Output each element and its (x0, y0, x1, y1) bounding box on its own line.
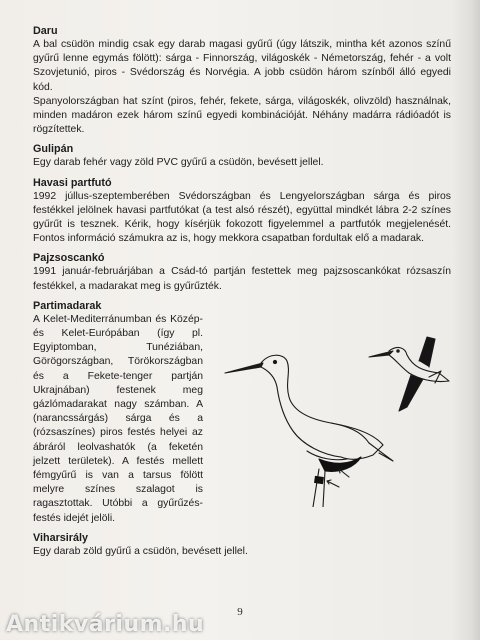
section-gulipan (33, 142, 451, 170)
section-partimadarak (33, 299, 451, 526)
shorebird-illustration (223, 327, 453, 507)
section-paragraph: Spanyolországban hat színt (piros, fehér, fekete, sárga, világoskék, olivzöld) használnak, minden madáron ezek három színű egyedi kombinációját. Néhány madárra rádióadót is rögzítettek. (33, 95, 451, 136)
section-paragraph: Egy darab zöld gyűrű a csüdön, bevésett jellel. (33, 545, 248, 557)
standing-wader-drawing (225, 355, 393, 507)
section-havasi-partfuto (33, 176, 451, 247)
section-paragraph: A Kelet-Mediterránumban és Közép- és Kelet-Európában (így pl. Egyiptomban, Tunéziában, Görögországban, Törökországban és a Fekete-tenger partján Ukrajnában) festenek meg gázlómadarakat nagy számban. A (narancssárgás) sárga és a (rózsaszínes) piros festés helyei az ábráról leolvashatók (a feketén jelzett területek). A festés mellett fémgyűrű is van a tarsus fölött melyre színes szalagot is ragasztottak. Utóbbi a gyűrűzés-festés idejét jelöli. (33, 313, 203, 524)
section-daru (33, 24, 451, 137)
section-paragraph: Egy darab fehér vagy zöld PVC gyűrű a csüdön, bevésett jellel. (33, 157, 324, 169)
section-heading: Gulipán (33, 143, 74, 156)
section-paragraph: 1992 júllus-szeptemberében Svédországban és Lengyelországban sárga és piros festékkel jelölnek havasi partfutókat (a test alsó részét), együttal mindkét lábra 2-2 színes gyűrűt is tesznek. Kérik, hogy kísérjük fokozott figyelemmel a partfutók megjelenését. Fontos információ számukra az is, hogy mekkora csapatban fordultak elő a madarak. (33, 190, 451, 245)
section-heading: Havasi partfutó (33, 176, 112, 189)
section-paragraph: 1991 január-februárjában a Csád-tó partján festettek meg pajzsoscankókat rózsaszín festékkel, a madarakat meg is gyűrűzték. (33, 266, 451, 292)
section-heading: Pajzsoscankó (33, 252, 105, 265)
section-heading: Daru (33, 25, 58, 37)
section-pajzsoscanko (33, 251, 451, 293)
page-content (33, 24, 451, 564)
page-number: 9 (237, 606, 243, 618)
section-heading: Viharsirály (33, 531, 89, 544)
page-edge-shadow (452, 0, 480, 640)
flying-wader-drawing (369, 337, 449, 411)
section-heading: Partimadarak (33, 299, 102, 312)
watermark: Antikvárium.hu (6, 612, 205, 637)
section-paragraph: A bal csüdön mindig csak egy darab magasi gyűrű (úgy látszik, mintha két azonos színű gyűrű lenne egymás fölött): sárga - Finnország, világoskék - Németország, fehér - a volt Szovjetunió, piros - Svédország és Norvégia. A jobb csüdön három színből álló egyedi kód. (33, 39, 451, 93)
section-viharsiraly (33, 531, 451, 559)
